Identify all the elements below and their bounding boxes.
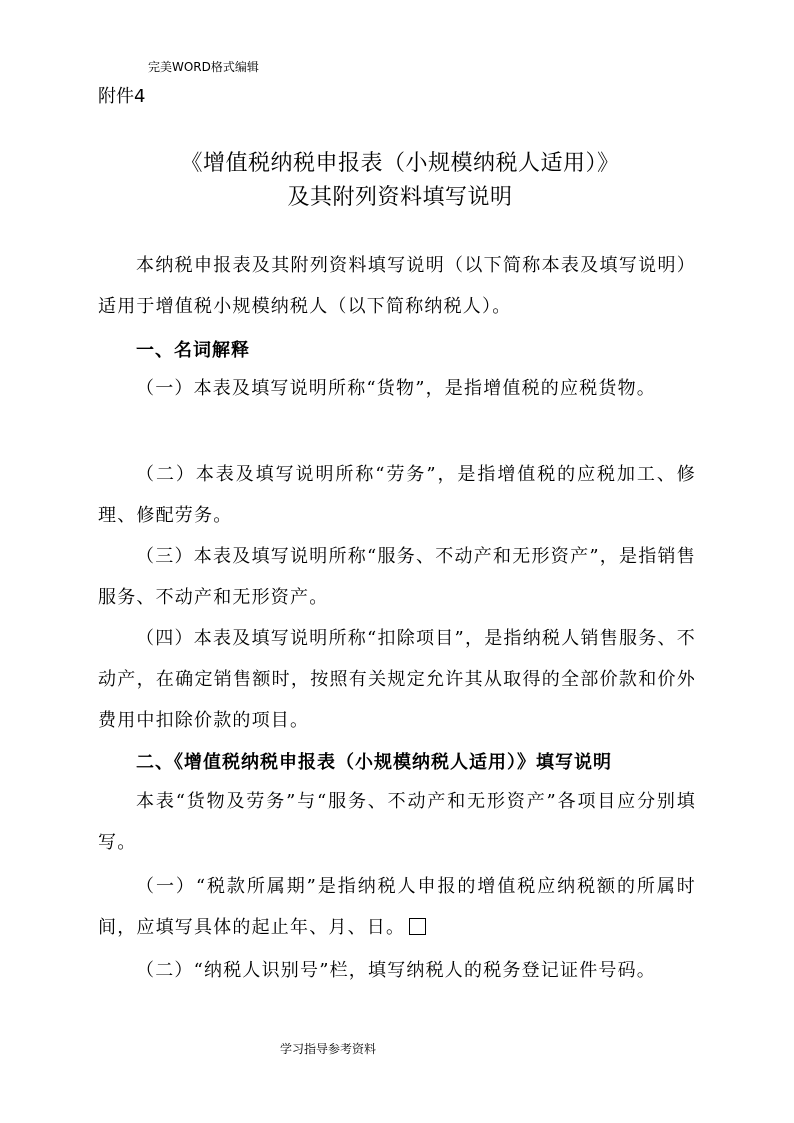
section1-item-1: （一）本表及填写说明所称“货物”，是指增值税的应税货物。 [136, 378, 657, 399]
section1-item-4: （四）本表及填写说明所称“扣除项目”，是指纳税人销售服务、不动产，在确定销售额时，按照有关规定允许其从取得的全部价款和价外费用中扣除价款的项目。 [98, 628, 696, 731]
page-header: 完美WORD格式编辑 [148, 60, 259, 74]
intro-paragraph: 本纳税申报表及其附列资料填写说明（以下简称本表及填写说明）适用于增值税小规模纳税人（以下简称纳税人）。 [98, 255, 696, 317]
section1-item-3: （三）本表及填写说明所称“服务、不动产和无形资产”，是指销售服务、不动产和无形资产。 [98, 546, 696, 608]
document-title-line2: 及其附列资料填写说明 [287, 185, 513, 210]
placeholder-box-icon [409, 918, 426, 935]
document-title-line1: 《增值税纳税申报表（小规模纳税人适用）》 [180, 151, 620, 176]
attachment-label: 附件4 [98, 86, 146, 107]
section2-intro: 本表“货物及劳务”与“服务、不动产和无形资产”各项目应分别填写。 [98, 791, 696, 853]
section1-heading: 一、名词解释 [136, 340, 250, 361]
section2-item-1-text: （一）“税款所属期”是指纳税人申报的增值税应纳税额的所属时间，应填写具体的起止年、月、日。 [98, 876, 696, 938]
section1-item-2: （二）本表及填写说明所称“劳务”，是指增值税的应税加工、修理、修配劳务。 [98, 464, 696, 526]
section2-item-1 [98, 866, 696, 948]
section2-item-2: （二）“纳税人识别号”栏，填写纳税人的税务登记证件号码。 [136, 960, 657, 981]
page-footer: 学习指导参考资料 [280, 1042, 377, 1056]
section2-heading: 二、《增值税纳税申报表（小规模纳税人适用）》填写说明 [136, 752, 612, 773]
